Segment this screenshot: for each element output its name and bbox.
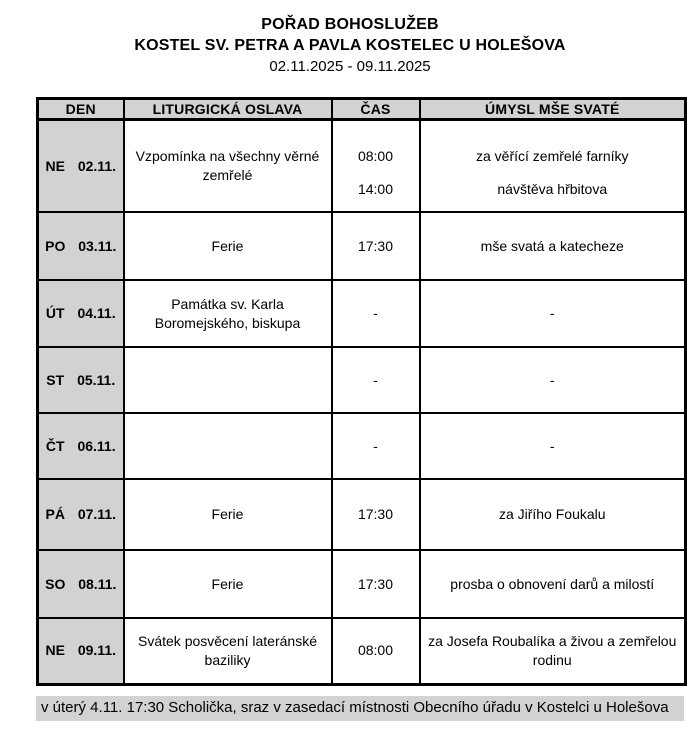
celebration-cell [124, 347, 332, 413]
time-cell: - [332, 280, 420, 347]
celebration-cell: Ferie [124, 212, 332, 280]
day-abbr: ČT [45, 437, 65, 454]
intention-cell: mše svatá a katecheze [420, 212, 686, 280]
day-cell [38, 479, 124, 550]
day-date: 05.11. [77, 371, 116, 388]
celebration-cell [124, 413, 332, 479]
day-cell [38, 550, 124, 618]
day-abbr: PÁ [45, 506, 65, 522]
intention-cell: za Jiřího Foukalu [420, 479, 686, 550]
page-title: POŘAD BOHOSLUŽEB [261, 16, 439, 33]
day-cell [38, 120, 124, 213]
time-cell: 17:30 [332, 550, 420, 618]
day-date: 04.11. [77, 305, 116, 321]
intention-cell: - [420, 280, 686, 347]
table-header-row [38, 99, 686, 120]
intention-cell [420, 120, 686, 213]
schedule-table [36, 97, 687, 686]
table-row [38, 280, 686, 347]
time-cell [332, 120, 420, 213]
day-cell [38, 280, 124, 347]
day-abbr: NE [45, 642, 65, 659]
time-cell: - [332, 347, 420, 413]
intention-cell: - [420, 347, 686, 413]
day-cell [38, 618, 124, 684]
time-cell: 17:30 [332, 212, 420, 280]
day-date: 02.11. [77, 157, 116, 174]
day-date: 07.11. [77, 506, 116, 522]
day-date: 03.11. [78, 237, 117, 254]
table-row [38, 479, 686, 550]
header-umysl: ÚMYSL MŠE SVATÉ [420, 99, 686, 120]
celebration-cell: Vzpomínka na všechny věrné zemřelé [124, 120, 332, 213]
celebration-cell: Ferie [124, 479, 332, 550]
day-date: 09.11. [77, 642, 116, 659]
time-cell: - [332, 413, 420, 479]
table-row [38, 212, 686, 280]
time-cell: 08:00 [332, 618, 420, 684]
table-row [38, 618, 686, 684]
intention-cell: - [420, 413, 686, 479]
title-block [0, 14, 700, 77]
page-subtitle: KOSTEL SV. PETRA A PAVLA KOSTELEC U HOLEŠOVA [134, 37, 566, 54]
day-abbr: ÚT [45, 305, 65, 321]
intention-cell: za Josefa Roubalíka a živou a zemřelou rodinu [420, 618, 686, 684]
day-date: 08.11. [78, 575, 117, 592]
day-abbr: SO [45, 575, 66, 592]
day-cell [38, 347, 124, 413]
footer-note: v úterý 4.11. 17:30 Scholička, sraz v zasedací místnosti Obecního úřadu v Kostelci u Holešova [36, 696, 684, 721]
header-cas: ČAS [332, 99, 420, 120]
day-date: 06.11. [77, 437, 116, 454]
date-range: 02.11.2025 - 09.11.2025 [269, 58, 431, 75]
intention-cell: prosba o obnovení darů a milostí [420, 550, 686, 618]
table-row [38, 347, 686, 413]
table-row [38, 120, 686, 213]
time-cell: 17:30 [332, 479, 420, 550]
celebration-cell: Ferie [124, 550, 332, 618]
intention-entry: za věřící zemřelé farníky [476, 148, 629, 164]
day-cell [38, 413, 124, 479]
intention-entry: návštěva hřbitova [497, 181, 608, 197]
table-row [38, 413, 686, 479]
header-liturgicka-oslava: LITURGICKÁ OSLAVA [124, 99, 332, 120]
day-abbr: ST [46, 371, 65, 388]
celebration-cell: Památka sv. Karla Boromejského, biskupa [124, 280, 332, 347]
header-den: DEN [38, 99, 124, 120]
table-row [38, 550, 686, 618]
time-entry: 14:00 [357, 181, 394, 197]
time-entry: 08:00 [357, 148, 394, 164]
day-abbr: NE [45, 157, 65, 174]
celebration-cell: Svátek posvěcení lateránské baziliky [124, 618, 332, 684]
day-cell [38, 212, 124, 280]
day-abbr: PO [45, 237, 66, 254]
